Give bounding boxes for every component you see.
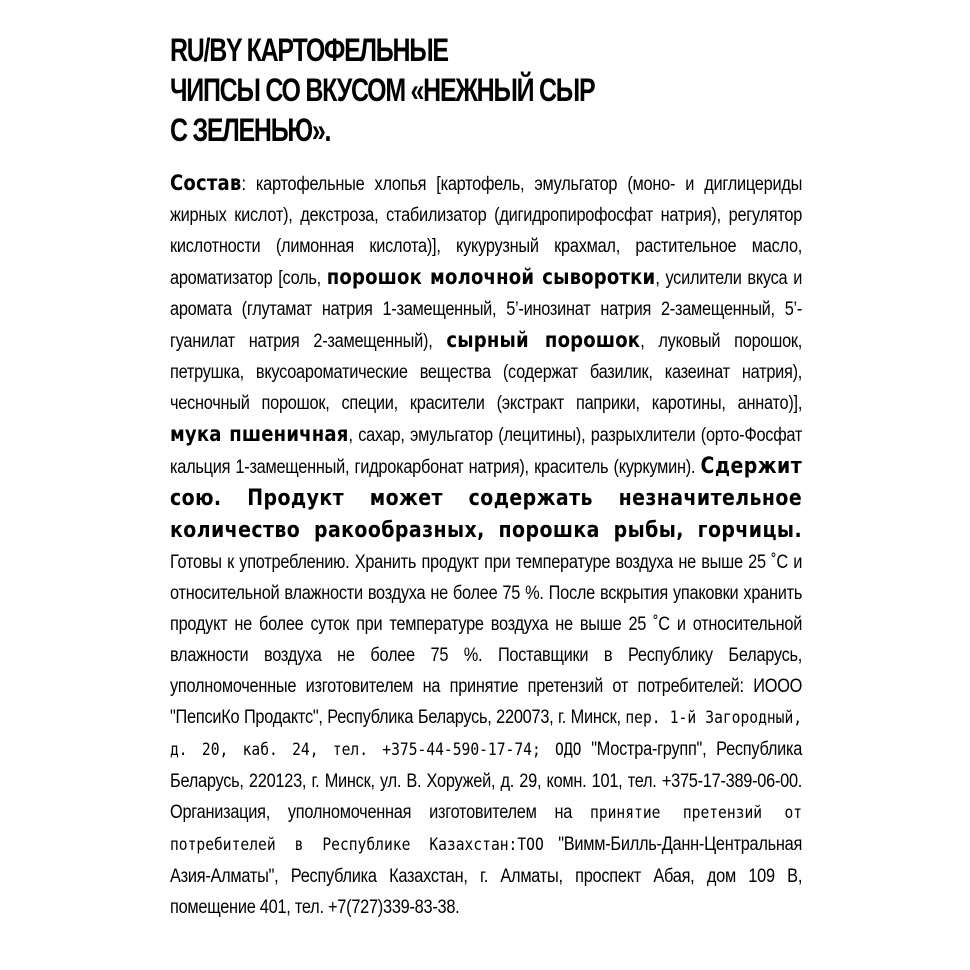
- product-title: [170, 30, 595, 150]
- second-supplier-text: "Мостра-групп", Республика Беларусь, 220123, г. Минск, ул. В. Хоружей, д. 29, комн. 101, тел. +375-17-389-06-00. Организация, уполномоченная изготовителем на: [170, 739, 803, 823]
- allergen-warning: Сдержит сою. Продукт может содержать незначительное количество ракообразных, порошка рыбы, горчицы.: [170, 454, 803, 543]
- kazakhstan-supplier-text: "Вимм-Билль-Данн-Центральная Азия-Алматы", Республика Казахстан, г. Алматы, проспект Абая, дом 109 В, помещение 401, тел. +7(727)339-83-38.: [170, 834, 803, 918]
- title-line-2: ЧИПСЫ СО ВКУСОМ «НЕЖНЫЙ СЫР: [170, 72, 595, 108]
- kazakhstan-claims-text: принятие претензий от потребителей в Республике Казахстан:ТОО: [170, 803, 803, 855]
- composition-text-3: , луковый порошок, петрушка, вкусоароматические вещества (содержат базилик, казеинат натрия), чесночный порошок, специи, красители (экстракт паприки, каротины, аннато)],: [170, 331, 803, 414]
- storage-and-supplier-text: Готовы к употреблению. Хранить продукт при температуре воздуха не выше 25 ˚С и относительной влажности воздуха не более 75 %. После вскрытия упаковки хранить продукт не более суток при температуре воздуха не выше 25 ˚С и относительной влажности воздуха не более 75 %. Поставщики в Республику Беларусь, уполномоченные изготовителем на принятие претензий от потребителей: ИООО "ПепсиКо Продактс", Республика Беларусь, 220073, г. Минск,: [170, 552, 803, 728]
- title-line-3: С ЗЕЛЕНЬЮ».: [170, 112, 331, 148]
- allergen-wheat-flour: мука пшеничная: [170, 422, 349, 446]
- composition-text-2: , усилители вкуса и аромата (глутамат натрия 1-замещенный, 5’-инозинат натрия 2-замещенный, 5’-гуанилат натрия 2-замещенный),: [170, 268, 803, 352]
- composition-colon: :: [241, 174, 256, 195]
- label-body: [170, 168, 802, 923]
- supplier-address: пер. 1-й Загородный, д. 20, каб. 24, тел. +375-44-590-17-74; ОДО: [170, 708, 803, 760]
- composition-text-1: картофельные хлопья [картофель, эмульгатор (моно- и диглицериды жирных кислот), декстроза, стабилизатор (дигидропирофосфат натрия), регулятор кислотности (лимонная кислота)], кукурузный крахмал, растительное масло, ароматизатор [соль,: [170, 174, 803, 289]
- composition-text-4: , сахар, эмульгатор (лецитины), разрыхлители (орто-Фосфат кальция 1-замещенный, гидрокарбонат натрия), краситель (куркумин).: [170, 425, 803, 478]
- allergen-whey-powder: порошок молочной сыворотки: [326, 265, 656, 289]
- title-line-1: RU/BY КАРТОФЕЛЬНЫЕ: [170, 32, 448, 68]
- allergen-cheese-powder: сырный порошок: [446, 328, 641, 352]
- composition-heading: Состав: [170, 171, 242, 195]
- product-label: [170, 30, 802, 923]
